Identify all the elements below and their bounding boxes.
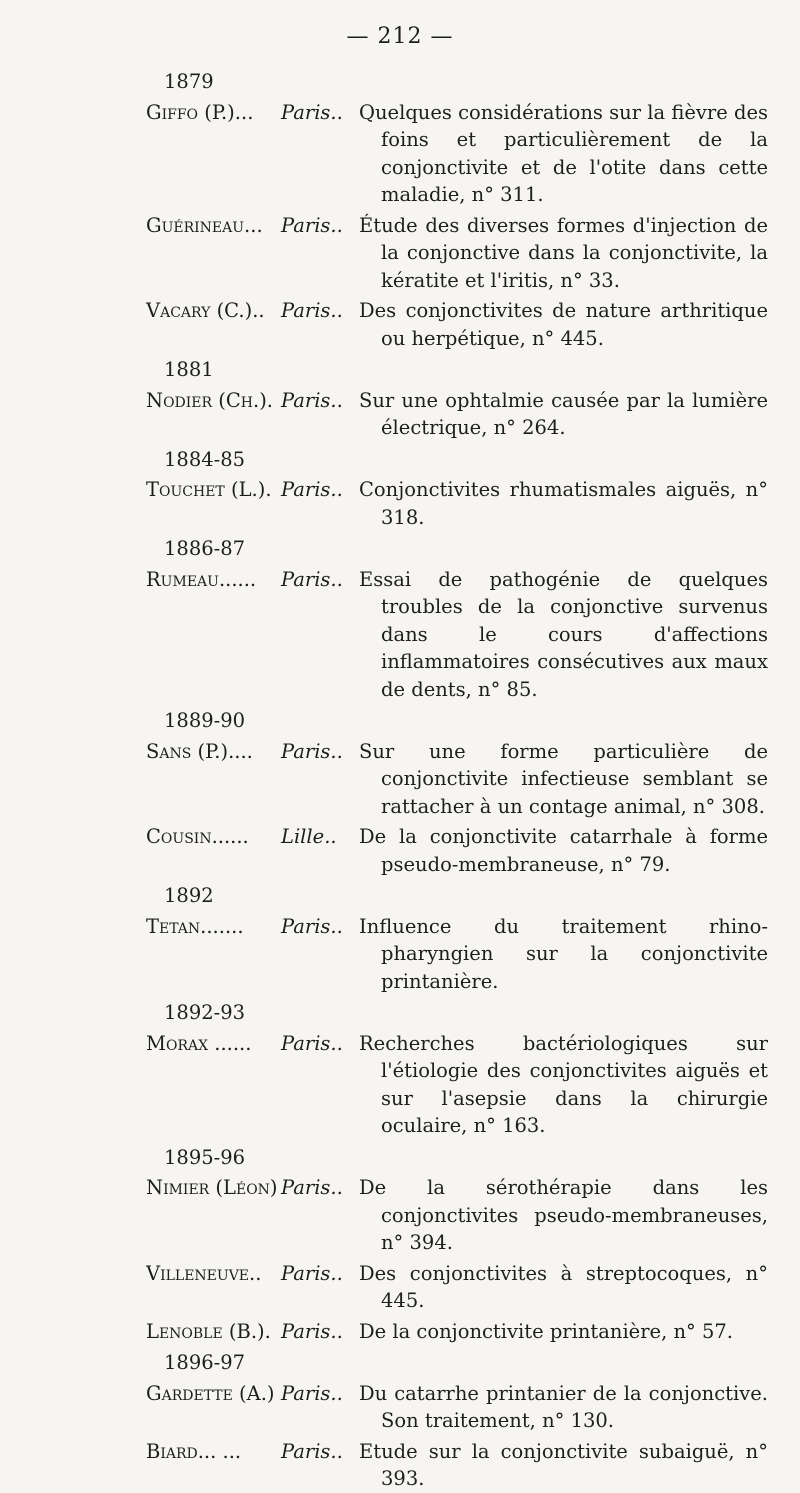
year-heading: 1892-93: [164, 1001, 246, 1024]
page-number: — 212 —: [346, 24, 454, 49]
bibliography-list: [146, 64, 768, 1493]
city-name: Paris..: [281, 567, 343, 591]
city-name: Paris..: [281, 1439, 343, 1463]
city-name: Paris..: [281, 213, 343, 237]
entry-title: De la conjonctivite catarrhale à forme pseudo-membraneuse, n° 79.: [359, 825, 768, 876]
bibliography-entry: [146, 1438, 768, 1493]
city-name: Paris..: [281, 739, 343, 763]
bibliography-entry: [146, 1030, 768, 1140]
bibliography-entry: [146, 99, 768, 209]
author-name: Touchet (L.).: [146, 478, 272, 501]
bibliography-entry: [146, 823, 768, 878]
bibliography-entry: [146, 476, 768, 531]
bibliography-entry: [146, 913, 768, 996]
author-name: Nodier (Ch.).: [146, 388, 273, 412]
author-name: Gardette (A.): [146, 1381, 275, 1405]
city-name: Paris..: [281, 478, 343, 501]
entry-title: Essai de pathogénie de quelques troubles de la conjonctive survenus dans le cours d'affections inflammatoires consécutives aux maux de dents, n° 85.: [359, 567, 768, 701]
author-name: Vacary (C.)..: [146, 299, 265, 322]
entry-title: Des conjonctivites de nature arthritique ou herpétique, n° 445.: [359, 299, 768, 350]
bibliography-entry: [146, 387, 768, 442]
author-name: Morax ......: [146, 1031, 252, 1055]
city-name: Paris..: [281, 299, 343, 322]
author-name: Rumeau......: [146, 567, 257, 591]
author-name: Biard... ...: [146, 1439, 242, 1463]
city-name: Paris..: [281, 1381, 343, 1405]
bibliography-entry: [146, 1380, 768, 1435]
city-name: Paris..: [281, 388, 343, 412]
year-heading: 1886-87: [164, 537, 246, 560]
city-name: Paris..: [281, 1176, 343, 1199]
year-heading: 1881: [164, 358, 214, 381]
author-name: Tetan.......: [146, 914, 244, 938]
author-name: Guérineau...: [146, 213, 263, 237]
city-name: Paris..: [281, 100, 343, 124]
entry-title: Quelques considérations sur la fièvre des foins et particulièrement de la conjonctivite et de l'otite dans cette maladie, n° 311.: [359, 100, 768, 206]
bibliography-entry: [146, 1260, 768, 1315]
entry-title: Sur une ophtalmie causée par la lumière électrique, n° 264.: [359, 388, 768, 439]
city-name: Paris..: [281, 914, 343, 938]
entry-title: Conjonctivites rhumatismales aiguës, n° 318.: [359, 478, 768, 529]
year-heading: 1895-96: [164, 1145, 246, 1169]
year-heading: 1892: [164, 884, 214, 907]
year-heading: 1879: [164, 70, 214, 93]
year-heading: 1889-90: [164, 709, 246, 732]
bibliography-entry: [146, 212, 768, 295]
city-name: Paris..: [281, 1031, 343, 1055]
entry-title: Recherches bactériologiques sur l'étiologie des conjonctivites aiguës et sur l'asepsie dans la chirurgie oculaire, n° 163.: [359, 1031, 768, 1137]
entry-title: Sur une forme particulière de conjonctivite infectieuse semblant se rattacher à un contage animal, n° 308.: [359, 739, 768, 818]
entry-title: Influence du traitement rhino-pharyngien sur la conjonctivite printanière.: [359, 914, 768, 993]
author-name: Lenoble (B.).: [146, 1319, 271, 1343]
author-name: Sans (P.)....: [146, 739, 253, 763]
city-name: Paris..: [281, 1319, 343, 1343]
bibliography-entry: [146, 738, 768, 821]
bibliography-entry: [146, 1174, 768, 1257]
entry-title: De la conjonctivite printanière, n° 57.: [359, 1319, 733, 1343]
author-name: Nimier (Léon): [146, 1176, 278, 1199]
year-heading: 1884-85: [164, 447, 246, 471]
entry-title: Étude des diverses formes d'injection de la conjonctive dans la conjonctivite, la kératite et l'iritis, n° 33.: [359, 213, 768, 292]
author-name: Villeneuve..: [146, 1261, 262, 1285]
entry-title: Du catarrhe printanier de la conjonctive. Son traitement, n° 130.: [359, 1381, 768, 1432]
city-name: Paris..: [281, 1261, 343, 1285]
author-name: Giffo (P.)...: [146, 100, 254, 124]
entry-title: De la sérothérapie dans les conjonctivites pseudo-membraneuses, n° 394.: [359, 1176, 768, 1254]
bibliography-entry: [146, 1318, 768, 1346]
bibliography-entry: [146, 297, 768, 352]
entry-title: Des conjonctivites à streptocoques, n° 445.: [359, 1261, 768, 1312]
year-heading: 1896-97: [164, 1351, 246, 1374]
bibliography-entry: [146, 566, 768, 704]
city-name: Lille..: [281, 825, 337, 848]
entry-title: Etude sur la conjonctivite subaiguë, n° 393.: [359, 1439, 768, 1490]
author-name: Cousin......: [146, 825, 249, 848]
